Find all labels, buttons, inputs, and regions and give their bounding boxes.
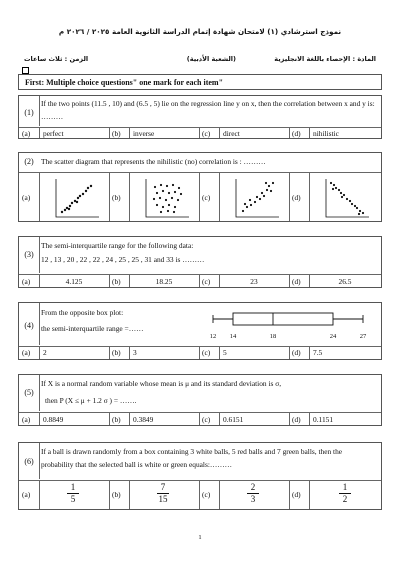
question-text-1: If X is a normal random variable whose mean is μ and its standard deviation is σ, <box>41 379 282 388</box>
option-d-label: (d) <box>292 193 301 202</box>
question-text-1: From the opposite box plot: <box>41 308 124 317</box>
option-c[interactable]: 23 <box>250 277 258 286</box>
question-text-2: 12 , 13 , 20 , 22 , 22 , 24 , 25 , 25 , 31 and 33 is ……… <box>41 255 205 264</box>
option-c[interactable]: 0.6151 <box>223 415 244 424</box>
option-a[interactable] <box>67 483 79 504</box>
option-c-label: (c) <box>202 415 211 424</box>
option-a[interactable]: 4.125 <box>65 277 83 286</box>
numerator: 7 <box>160 482 166 492</box>
answer-checkbox[interactable] <box>22 67 29 74</box>
exam-meta <box>24 55 376 65</box>
option-a-label: (a) <box>22 129 31 138</box>
option-a-label: (a) <box>22 415 31 424</box>
option-c[interactable]: 5 <box>223 348 227 357</box>
option-a[interactable]: 2 <box>43 348 47 357</box>
option-d-label: (d) <box>292 129 301 138</box>
question-number: (3) <box>24 250 34 259</box>
option-c-label: (c) <box>202 277 211 286</box>
option-b[interactable]: 18.25 <box>155 277 173 286</box>
no-correlation-scatter-icon[interactable] <box>143 177 191 219</box>
question-text-1: The semi-interquartile range for the following data: <box>41 241 194 250</box>
question-1 <box>18 95 382 139</box>
question-5 <box>18 374 382 426</box>
option-d-label: (d) <box>292 490 301 499</box>
question-number: (6) <box>24 457 34 466</box>
denominator: 2 <box>342 494 348 504</box>
question-text: If a ball is drawn randomly from a box containing 3 white balls, 5 red balls and 7 green balls, then the probability that the selected ball is white or green equals:……… <box>41 447 343 469</box>
numerator: 1 <box>70 482 76 492</box>
option-b-label: (b) <box>112 490 121 499</box>
denominator: 3 <box>250 494 256 504</box>
option-d[interactable]: nihilistic <box>313 129 339 138</box>
option-a-label: (a) <box>22 193 31 202</box>
option-b-label: (b) <box>112 348 121 357</box>
option-c-label: (c) <box>202 348 211 357</box>
option-d[interactable]: 7.5 <box>313 348 323 357</box>
option-d[interactable] <box>339 483 351 504</box>
option-d-label: (d) <box>292 348 301 357</box>
option-b-label: (b) <box>112 415 121 424</box>
tick-label: 24 <box>329 333 337 340</box>
numerator: 1 <box>342 482 348 492</box>
positive-scatter-icon[interactable] <box>53 177 101 219</box>
tick-label: 14 <box>229 333 237 340</box>
question-6 <box>18 442 382 510</box>
option-c-label: (c) <box>202 193 211 202</box>
option-b[interactable]: inverse <box>133 129 155 138</box>
page-number: 1 <box>198 534 202 541</box>
box-plot <box>205 307 371 343</box>
option-c-label: (c) <box>202 490 211 499</box>
option-b[interactable] <box>157 483 169 504</box>
question-text: The scatter diagram that represents the nihilistic (no) correlation is : ……… <box>41 157 266 166</box>
option-a-label: (a) <box>22 277 31 286</box>
section-label: (الشعبة الأدبية) <box>186 55 236 63</box>
option-b[interactable]: 3 <box>133 348 137 357</box>
question-number: (4) <box>24 321 34 330</box>
question-3 <box>18 236 382 288</box>
tick-label: 18 <box>269 333 277 340</box>
question-number: (2) <box>24 157 34 166</box>
numerator: 2 <box>250 482 256 492</box>
option-d[interactable]: 0.1151 <box>313 415 334 424</box>
option-a[interactable]: perfect <box>43 129 64 138</box>
denominator: 15 <box>158 494 168 504</box>
instructions-box <box>18 74 382 90</box>
tick-label: 27 <box>359 333 367 340</box>
option-a[interactable]: 0.8849 <box>43 415 64 424</box>
option-b-label: (b) <box>112 193 121 202</box>
time-label: الزمن : ثلاث ساعات <box>24 55 89 63</box>
subject-label: المادة : الإحصاء باللغة الانجليزية <box>274 55 376 63</box>
option-b-label: (b) <box>112 277 121 286</box>
question-number: (1) <box>24 108 34 117</box>
question-4 <box>18 302 382 360</box>
option-b-label: (b) <box>112 129 121 138</box>
weak-positive-scatter-icon[interactable] <box>233 177 281 219</box>
iqr-box <box>233 313 333 325</box>
option-d-label: (d) <box>292 277 301 286</box>
instructions-text: First: Multiple choice questions" one mark for each item" <box>25 78 224 87</box>
denominator: 5 <box>70 494 76 504</box>
negative-scatter-icon[interactable] <box>323 177 371 219</box>
option-c-label: (c) <box>202 129 211 138</box>
option-d[interactable]: 26.5 <box>338 277 352 286</box>
option-a-label: (a) <box>22 490 31 499</box>
option-a-label: (a) <box>22 348 31 357</box>
tick-label: 12 <box>209 333 217 340</box>
option-c[interactable]: direct <box>223 129 240 138</box>
option-b[interactable]: 0.3849 <box>133 415 154 424</box>
question-text-2: the semi-interquartile range =…… <box>41 324 144 333</box>
option-c[interactable] <box>247 483 259 504</box>
question-number: (5) <box>24 388 34 397</box>
question-text: If the two points (11.5 , 10) and (6.5 , 5) lie on the regression line y on x, then the correlation between x and y is: ……… <box>41 99 375 121</box>
option-d-label: (d) <box>292 415 301 424</box>
exam-title: نموذج استرشادي (١) لامتحان شهادة إتمام الدراسة الثانوية العامة ٢٠٢٥ / ٢٠٢٦ م <box>58 27 342 36</box>
question-2 <box>18 152 382 222</box>
question-text-2: then P (X ≤ μ + 1.2 σ ) = ……. <box>45 396 137 405</box>
